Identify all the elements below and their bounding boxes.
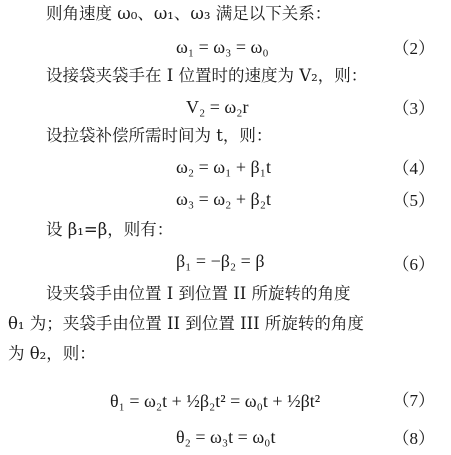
text-line-6: θ₁ 为；夹袋手由位置 II 到位置 III 所旋转的角度	[8, 314, 364, 333]
text-line-3: 设拉袋补偿所需时间为 t，则：	[46, 126, 273, 145]
equation-number-3: （3）	[392, 99, 435, 118]
equation-7: θ₁ = ω₂t + ½β₂t² = ω₀t + ½βt²	[110, 391, 321, 411]
text-line-7: 为 θ₂，则：	[8, 344, 96, 363]
equation-6: β₁ = −β₂ = β	[176, 251, 265, 271]
equation-number-2: （2）	[392, 39, 435, 58]
equation-5: ω₃ = ω₂ + β₂t	[176, 189, 271, 209]
equation-8: θ₂ = ω₃t = ω₀t	[176, 427, 276, 447]
equation-number-4: （4）	[392, 159, 435, 178]
equation-number-6: （6）	[392, 255, 435, 274]
equation-3: V₂ = ω₂r	[186, 97, 249, 117]
equation-4: ω₂ = ω₁ + β₁t	[176, 157, 271, 177]
text-line-4: 设 β₁=β，则有：	[46, 220, 174, 239]
text-line-1: 则角速度 ω₀、ω₁、ω₃ 满足以下关系：	[46, 4, 332, 23]
equation-number-5: （5）	[392, 191, 435, 210]
text-line-2: 设接袋夹袋手在 I 位置时的速度为 V₂，则：	[46, 66, 368, 85]
equation-2: ω₁ = ω₃ = ω₀	[176, 37, 269, 57]
text-line-5: 设夹袋手由位置 I 到位置 II 所旋转的角度	[46, 284, 351, 303]
equation-number-8: （8）	[392, 429, 435, 448]
equation-number-7: （7）	[392, 391, 435, 410]
